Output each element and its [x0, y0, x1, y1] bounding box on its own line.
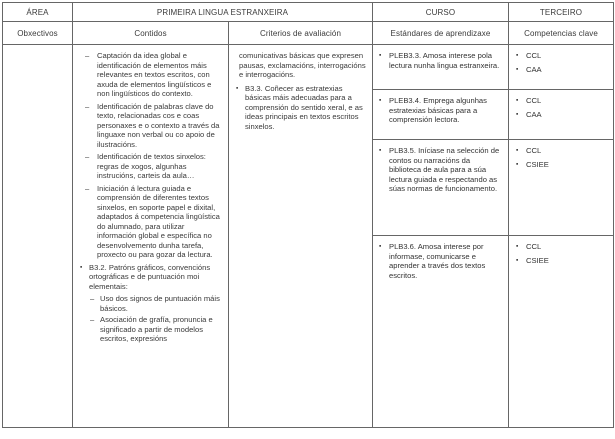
estandar-text: PLB3.6. Amosa interese por informase, comunicarse e aprender a través dos textos escritos. — [389, 242, 486, 280]
list-item — [73, 315, 228, 344]
column-header-contidos: Contidos — [73, 22, 229, 45]
list-item-text: Uso dos signos de puntuación máis básicos. — [100, 294, 220, 313]
list-item — [73, 263, 228, 292]
estandar-text: PLEB3.4. Emprega algunhas estratexias básicas para a comprensión lectora. — [389, 96, 487, 124]
square-bullet-icon: ▪ — [516, 256, 519, 264]
estandar-cell — [373, 140, 509, 236]
estandares-competencias-grid — [373, 45, 614, 428]
list-item — [73, 51, 228, 99]
list-item — [229, 84, 372, 132]
header-curso-label: CURSO — [373, 3, 509, 22]
square-bullet-icon: ▪ — [516, 52, 519, 59]
list-item — [509, 160, 613, 170]
criterios-continuation-text: comunicativas básicas que expresen pausas, exclamacións, interrogacións e interrogacións. — [239, 51, 366, 79]
list-item — [373, 51, 508, 70]
square-bullet-icon: ▪ — [516, 147, 519, 154]
competencia-text: CAA — [526, 109, 542, 119]
column-header-criterios: Criterios de avaliación — [229, 22, 373, 45]
curriculum-table — [2, 2, 614, 428]
competencia-text: CSIEE — [526, 159, 549, 169]
list-item — [373, 146, 508, 194]
list-item — [73, 184, 228, 260]
square-bullet-icon: ▪ — [379, 97, 382, 104]
estandar-text: PLB3.5. Iníciase na selección de contos ou narracións da biblioteca de aula para a súa lectura guiada e respectando as súas normas de funcionamento. — [389, 146, 500, 193]
dash-bullet-icon: – — [85, 51, 90, 60]
dash-bullet-icon: – — [90, 294, 95, 303]
list-item-text: Identificación de palabras clave do texto, relacionadas cos e coas personaxes e o contexto a través da linguaxe non verbal ou co apoio de ilustracións. — [97, 101, 220, 149]
square-bullet-icon: ▪ — [516, 160, 519, 168]
list-item-text: B3.2. Patróns gráficos, convencións ortográficas e de puntuación moi elementais: — [89, 262, 211, 291]
square-bullet-icon: ▪ — [379, 243, 382, 250]
criterios-cell — [229, 45, 373, 428]
square-bullet-icon: ▪ — [80, 263, 83, 271]
dash-bullet-icon: – — [85, 152, 90, 161]
square-bullet-icon: ▪ — [379, 147, 382, 154]
square-bullet-icon: ▪ — [516, 97, 519, 104]
column-header-estandares: Estándares de aprendizaxe — [373, 22, 509, 45]
estandar-cell — [373, 90, 509, 140]
list-item — [73, 294, 228, 313]
obxectivos-cell-empty — [3, 45, 73, 428]
contidos-cell — [73, 45, 229, 428]
column-header-obxectivos: Obxectivos — [3, 22, 73, 45]
competencia-text: CCL — [526, 96, 542, 105]
square-bullet-icon: ▪ — [516, 110, 519, 118]
header-curso-value: TERCEIRO — [509, 3, 614, 22]
list-item — [509, 110, 613, 120]
list-item — [509, 256, 613, 266]
list-item — [73, 152, 228, 181]
competencia-text: CCL — [526, 146, 542, 155]
list-item-text: Identificación de textos sinxelos: regras de xogos, algunhas instrucións, carteis da aula… — [97, 152, 206, 180]
competencias-cell — [509, 236, 614, 428]
list-item — [509, 146, 613, 156]
competencia-text: CAA — [526, 64, 542, 74]
list-item — [509, 51, 613, 61]
list-item-text: Iniciación á lectura guiada e comprensión de diferentes textos sinxelos, en soporte papel e dixital, adaptados á competencia lingüística do alumnado, para utilizar información global e específica no desenvolvemento dunha tarefa, proxecto ou para gozar da lectura. — [97, 183, 220, 259]
list-item — [373, 96, 508, 125]
square-bullet-icon: ▪ — [516, 243, 519, 250]
header-area-label: ÁREA — [3, 3, 73, 22]
competencia-text: CSIEE — [526, 255, 549, 265]
list-item-text: Captación da idea global e identificación de elementos máis relevantes en textos escritos, con axuda de elementos lingüísticos e non lingüísticos do contexto. — [97, 51, 212, 98]
list-item — [509, 242, 613, 252]
dash-bullet-icon: – — [85, 101, 90, 111]
list-item — [73, 102, 228, 150]
column-header-competencias: Competencias clave — [509, 22, 614, 45]
square-bullet-icon: ▪ — [516, 65, 519, 73]
estandar-cell — [373, 236, 509, 428]
competencias-cell — [509, 90, 614, 140]
list-item — [509, 96, 613, 106]
list-item-text: B3.3. Coñecer as estratexias básicas máis adecuadas para a comprensión do sentido xeral, e as ideas principais en textos escritos sinxelos. — [245, 83, 363, 131]
list-item-text: Asociación de grafía, pronuncia e significado a partir de modelos escritos, expresións — [100, 315, 213, 343]
header-area-value: PRIMEIRA LINGUA ESTRANXEIRA — [73, 3, 373, 22]
list-item — [509, 65, 613, 75]
dash-bullet-icon: – — [85, 183, 90, 193]
estandar-text: PLEB3.3. Amosa interese pola lectura nunha lingua estranxeira. — [389, 51, 500, 70]
competencia-text: CCL — [526, 51, 542, 60]
competencias-cell — [509, 140, 614, 236]
competencias-cell — [509, 45, 614, 90]
dash-bullet-icon: – — [90, 315, 95, 324]
list-item — [373, 242, 508, 280]
estandar-cell — [373, 45, 509, 90]
square-bullet-icon: ▪ — [379, 52, 382, 59]
competencia-text: CCL — [526, 242, 542, 251]
square-bullet-icon: ▪ — [236, 84, 239, 92]
